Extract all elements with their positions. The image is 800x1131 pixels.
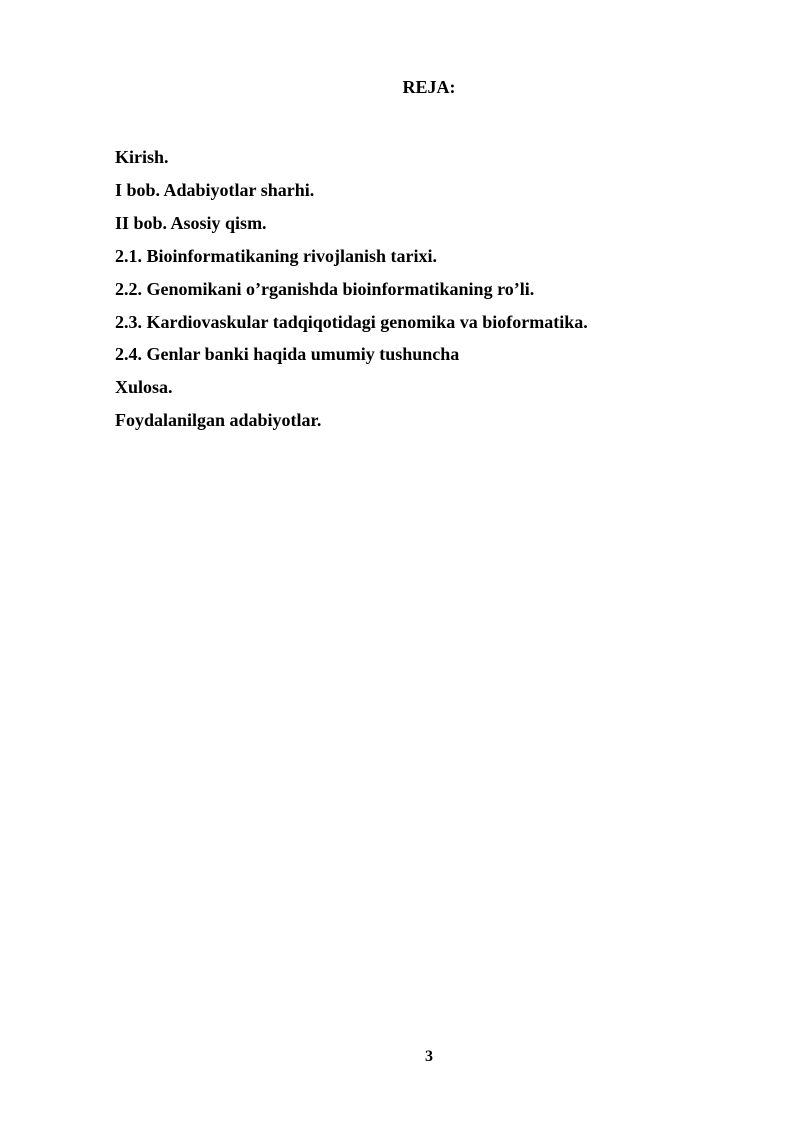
toc-item-chapter-2: II bob. Asosiy qism. xyxy=(115,212,267,233)
toc-item-section-2-1: 2.1. Bioinformatikaning rivojlanish tarixi. xyxy=(115,245,438,266)
toc-item-references: Foydalanilgan adabiyotlar. xyxy=(115,410,322,431)
toc-item-section-2-2: 2.2. Genomikani o’rganishda bioinformatikaning ro’li. xyxy=(115,278,535,299)
toc-item-section-2-4: 2.4. Genlar banki haqida umumiy tushuncha xyxy=(115,344,460,365)
toc-item-section-2-3: 2.3. Kardiovaskular tadqiqotidagi genomika va bioformatika. xyxy=(115,311,588,332)
table-of-contents xyxy=(115,141,588,437)
toc-item-introduction: Kirish. xyxy=(115,147,169,167)
toc-item-conclusion: Xulosa. xyxy=(115,377,173,398)
page-number: 3 xyxy=(425,1048,433,1065)
toc-item-chapter-1: I bob. Adabiyotlar sharhi. xyxy=(115,179,315,200)
page-title: REJA: xyxy=(402,77,456,97)
